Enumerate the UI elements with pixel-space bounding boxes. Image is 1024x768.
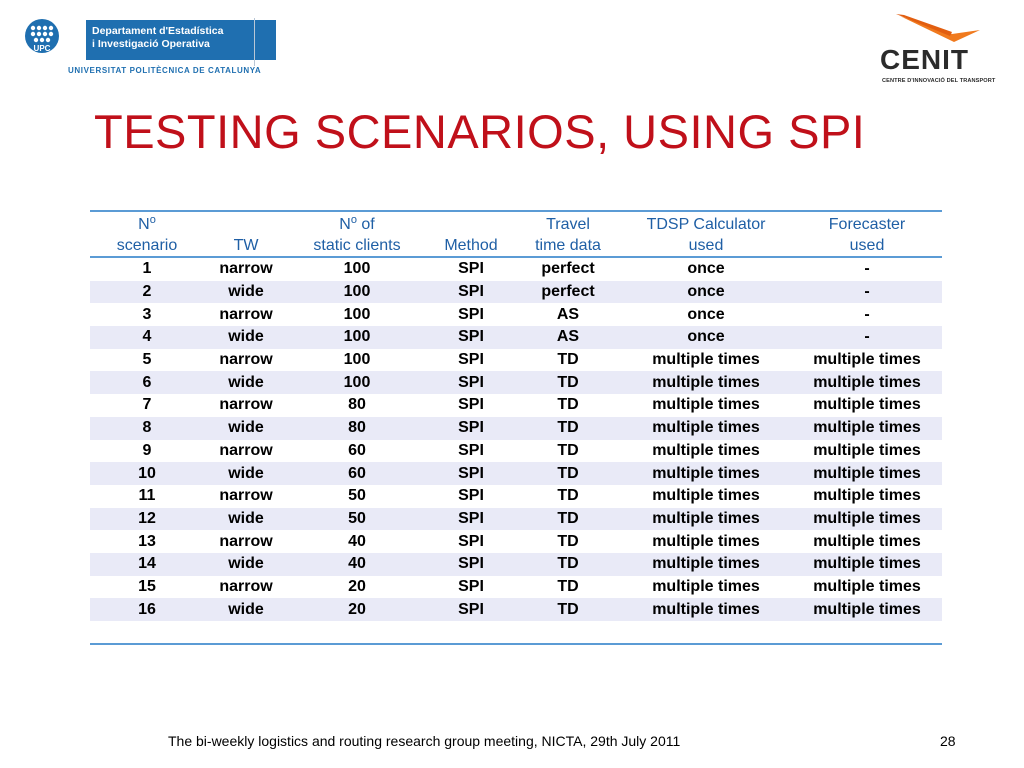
table-row — [90, 257, 942, 281]
cell-forecaster: multiple times — [792, 508, 942, 531]
cell-tdsp-calculator: once — [687, 260, 725, 278]
university-name: UNIVERSITAT POLITÈCNICA DE CATALUNYA — [68, 66, 262, 75]
table-row — [90, 462, 942, 485]
scenarios-table-container — [90, 210, 942, 645]
cell-static-clients: 40 — [348, 532, 366, 550]
cell-forecaster: multiple times — [813, 396, 921, 414]
cell-static-clients: 100 — [288, 281, 426, 304]
cell-forecaster: multiple times — [792, 371, 942, 394]
cenit-subtitle: CENTRE D'INNOVACIÓ DEL TRANSPORT — [882, 78, 996, 84]
cell-scenario: 8 — [90, 417, 204, 440]
cell-tdsp-calculator: once — [687, 305, 725, 323]
cell-forecaster: multiple times — [813, 532, 921, 550]
cell-forecaster: multiple times — [813, 441, 921, 459]
cell-static-clients: 100 — [288, 371, 426, 394]
cell-tw: narrow — [219, 260, 273, 278]
cell-static-clients: 60 — [348, 441, 366, 459]
header-forecaster: Forecaster used — [828, 216, 906, 254]
cell-tw: narrow — [219, 305, 273, 323]
cell-forecaster: - — [864, 260, 870, 278]
cell-method: SPI — [426, 508, 516, 531]
cell-tw: wide — [204, 281, 288, 304]
cell-scenario: 13 — [138, 532, 156, 550]
cell-travel-time: TD — [557, 396, 579, 414]
cell-scenario: 15 — [138, 577, 156, 595]
cenit-logo — [878, 12, 1008, 86]
table-row — [90, 303, 942, 326]
table-row — [90, 485, 942, 508]
cell-forecaster: - — [864, 305, 870, 323]
cell-tw: wide — [204, 553, 288, 576]
header-tdsp-calculator: TDSP Calculator used — [646, 216, 766, 254]
header-travel-time: Travel time data — [535, 216, 601, 254]
cell-scenario: 16 — [90, 598, 204, 621]
cell-scenario: 1 — [142, 260, 152, 278]
cell-method: SPI — [458, 351, 484, 369]
cell-tdsp-calculator: multiple times — [652, 532, 760, 550]
cell-method: SPI — [458, 532, 484, 550]
department-line-1: Departament d'Estadística — [92, 25, 224, 37]
cell-travel-time: TD — [516, 553, 620, 576]
cell-static-clients: 100 — [288, 326, 426, 349]
table-row — [90, 394, 942, 417]
cell-forecaster: multiple times — [813, 487, 921, 505]
cell-tdsp-calculator: multiple times — [652, 487, 760, 505]
cell-travel-time: TD — [516, 371, 620, 394]
cell-static-clients: 100 — [343, 351, 371, 369]
cell-method: SPI — [426, 281, 516, 304]
cell-scenario: 7 — [142, 396, 152, 414]
cell-scenario: 2 — [90, 281, 204, 304]
cell-scenario: 9 — [142, 441, 152, 459]
cell-tdsp-calculator: once — [620, 326, 792, 349]
cell-static-clients: 60 — [288, 462, 426, 485]
cell-method: SPI — [426, 417, 516, 440]
cell-tw: narrow — [219, 396, 273, 414]
cell-scenario: 3 — [142, 305, 152, 323]
cell-forecaster: - — [792, 326, 942, 349]
cell-method: SPI — [426, 553, 516, 576]
cell-method: SPI — [426, 326, 516, 349]
header-tw: TW — [233, 237, 259, 254]
cell-travel-time: TD — [516, 508, 620, 531]
cell-travel-time: TD — [557, 351, 579, 369]
table-bottom-rule — [90, 643, 942, 645]
cell-method: SPI — [458, 396, 484, 414]
cell-static-clients: 50 — [348, 487, 366, 505]
upc-logo — [22, 14, 262, 75]
cell-tw: wide — [204, 417, 288, 440]
cell-tdsp-calculator: multiple times — [620, 371, 792, 394]
cell-tw: wide — [204, 326, 288, 349]
cell-tdsp-calculator: once — [620, 281, 792, 304]
cell-scenario: 11 — [138, 487, 156, 505]
cell-travel-time: perfect — [541, 260, 595, 278]
table-row — [90, 371, 942, 394]
upc-short-label: UPC — [33, 44, 51, 53]
upc-logo-icon — [22, 18, 62, 60]
table-row — [90, 598, 942, 621]
cell-travel-time: TD — [557, 532, 579, 550]
cell-static-clients: 100 — [343, 260, 371, 278]
cell-method: SPI — [426, 371, 516, 394]
cell-tw: narrow — [219, 487, 273, 505]
cell-travel-time: perfect — [516, 281, 620, 304]
cell-method: SPI — [458, 260, 484, 278]
table-row — [90, 440, 942, 463]
slide-title: TESTING SCENARIOS, USING SPI — [94, 105, 866, 158]
cell-forecaster: multiple times — [813, 351, 921, 369]
cell-scenario: 10 — [90, 462, 204, 485]
cell-scenario: 14 — [90, 553, 204, 576]
cell-tw: wide — [204, 371, 288, 394]
table-header-row — [90, 212, 942, 257]
cell-static-clients: 40 — [288, 553, 426, 576]
table-row — [90, 349, 942, 372]
cell-forecaster: multiple times — [792, 417, 942, 440]
cell-travel-time: TD — [557, 487, 579, 505]
cell-tw: narrow — [219, 532, 273, 550]
cell-method: SPI — [458, 487, 484, 505]
table-row — [90, 417, 942, 440]
cell-method: SPI — [426, 598, 516, 621]
cell-tdsp-calculator: multiple times — [620, 462, 792, 485]
cell-travel-time: TD — [557, 577, 579, 595]
table-row — [90, 326, 942, 349]
cell-tw: wide — [204, 508, 288, 531]
table-row — [90, 281, 942, 304]
cell-tw: narrow — [219, 577, 273, 595]
table-row — [90, 576, 942, 599]
header-scenario: $N^o$ scenario — [116, 214, 178, 254]
cell-travel-time: TD — [516, 417, 620, 440]
cell-travel-time: AS — [516, 326, 620, 349]
cenit-chevron-icon — [892, 12, 982, 46]
cell-method: SPI — [458, 577, 484, 595]
cell-tw: narrow — [219, 441, 273, 459]
header-static-clients: $N^o$ of static clients — [313, 214, 401, 254]
cell-method: SPI — [458, 441, 484, 459]
cell-static-clients: 20 — [348, 577, 366, 595]
cell-forecaster: - — [792, 281, 942, 304]
cell-method: SPI — [458, 305, 484, 323]
cell-static-clients: 80 — [348, 396, 366, 414]
cell-tdsp-calculator: multiple times — [652, 441, 760, 459]
cell-travel-time: TD — [557, 441, 579, 459]
cenit-name: CENIT — [880, 44, 969, 75]
cell-static-clients: 20 — [288, 598, 426, 621]
cell-tw: narrow — [219, 351, 273, 369]
cell-tdsp-calculator: multiple times — [620, 508, 792, 531]
table-row — [90, 530, 942, 553]
cell-travel-time: AS — [556, 305, 580, 323]
logo-divider — [254, 18, 255, 66]
cell-travel-time: TD — [516, 462, 620, 485]
table-row — [90, 508, 942, 531]
cell-static-clients: 50 — [288, 508, 426, 531]
page-number: 28 — [940, 733, 956, 749]
table-row — [90, 553, 942, 576]
cell-static-clients: 100 — [343, 305, 371, 323]
cell-tdsp-calculator: multiple times — [652, 577, 760, 595]
cell-forecaster: multiple times — [792, 553, 942, 576]
cell-static-clients: 80 — [288, 417, 426, 440]
cell-tw: wide — [204, 598, 288, 621]
header-method: Method — [444, 237, 498, 254]
cell-forecaster: multiple times — [792, 598, 942, 621]
cell-scenario: 5 — [142, 351, 152, 369]
cell-scenario: 6 — [90, 371, 204, 394]
cell-tdsp-calculator: multiple times — [652, 351, 760, 369]
cell-scenario: 4 — [90, 326, 204, 349]
cell-tdsp-calculator: multiple times — [652, 396, 760, 414]
cell-method: SPI — [426, 462, 516, 485]
cell-tdsp-calculator: multiple times — [620, 598, 792, 621]
department-line-2: i Investigació Operativa — [92, 38, 210, 50]
cell-travel-time: TD — [516, 598, 620, 621]
scenarios-table — [90, 212, 942, 621]
table-body — [90, 257, 942, 621]
cell-forecaster: multiple times — [792, 462, 942, 485]
cell-tdsp-calculator: multiple times — [620, 417, 792, 440]
footer-text: The bi-weekly logistics and routing research group meeting, NICTA, 29th July 2011 — [168, 733, 681, 749]
department-label — [86, 20, 276, 60]
cell-tdsp-calculator: multiple times — [620, 553, 792, 576]
cell-scenario: 12 — [90, 508, 204, 531]
cell-forecaster: multiple times — [813, 577, 921, 595]
cell-tw: wide — [204, 462, 288, 485]
